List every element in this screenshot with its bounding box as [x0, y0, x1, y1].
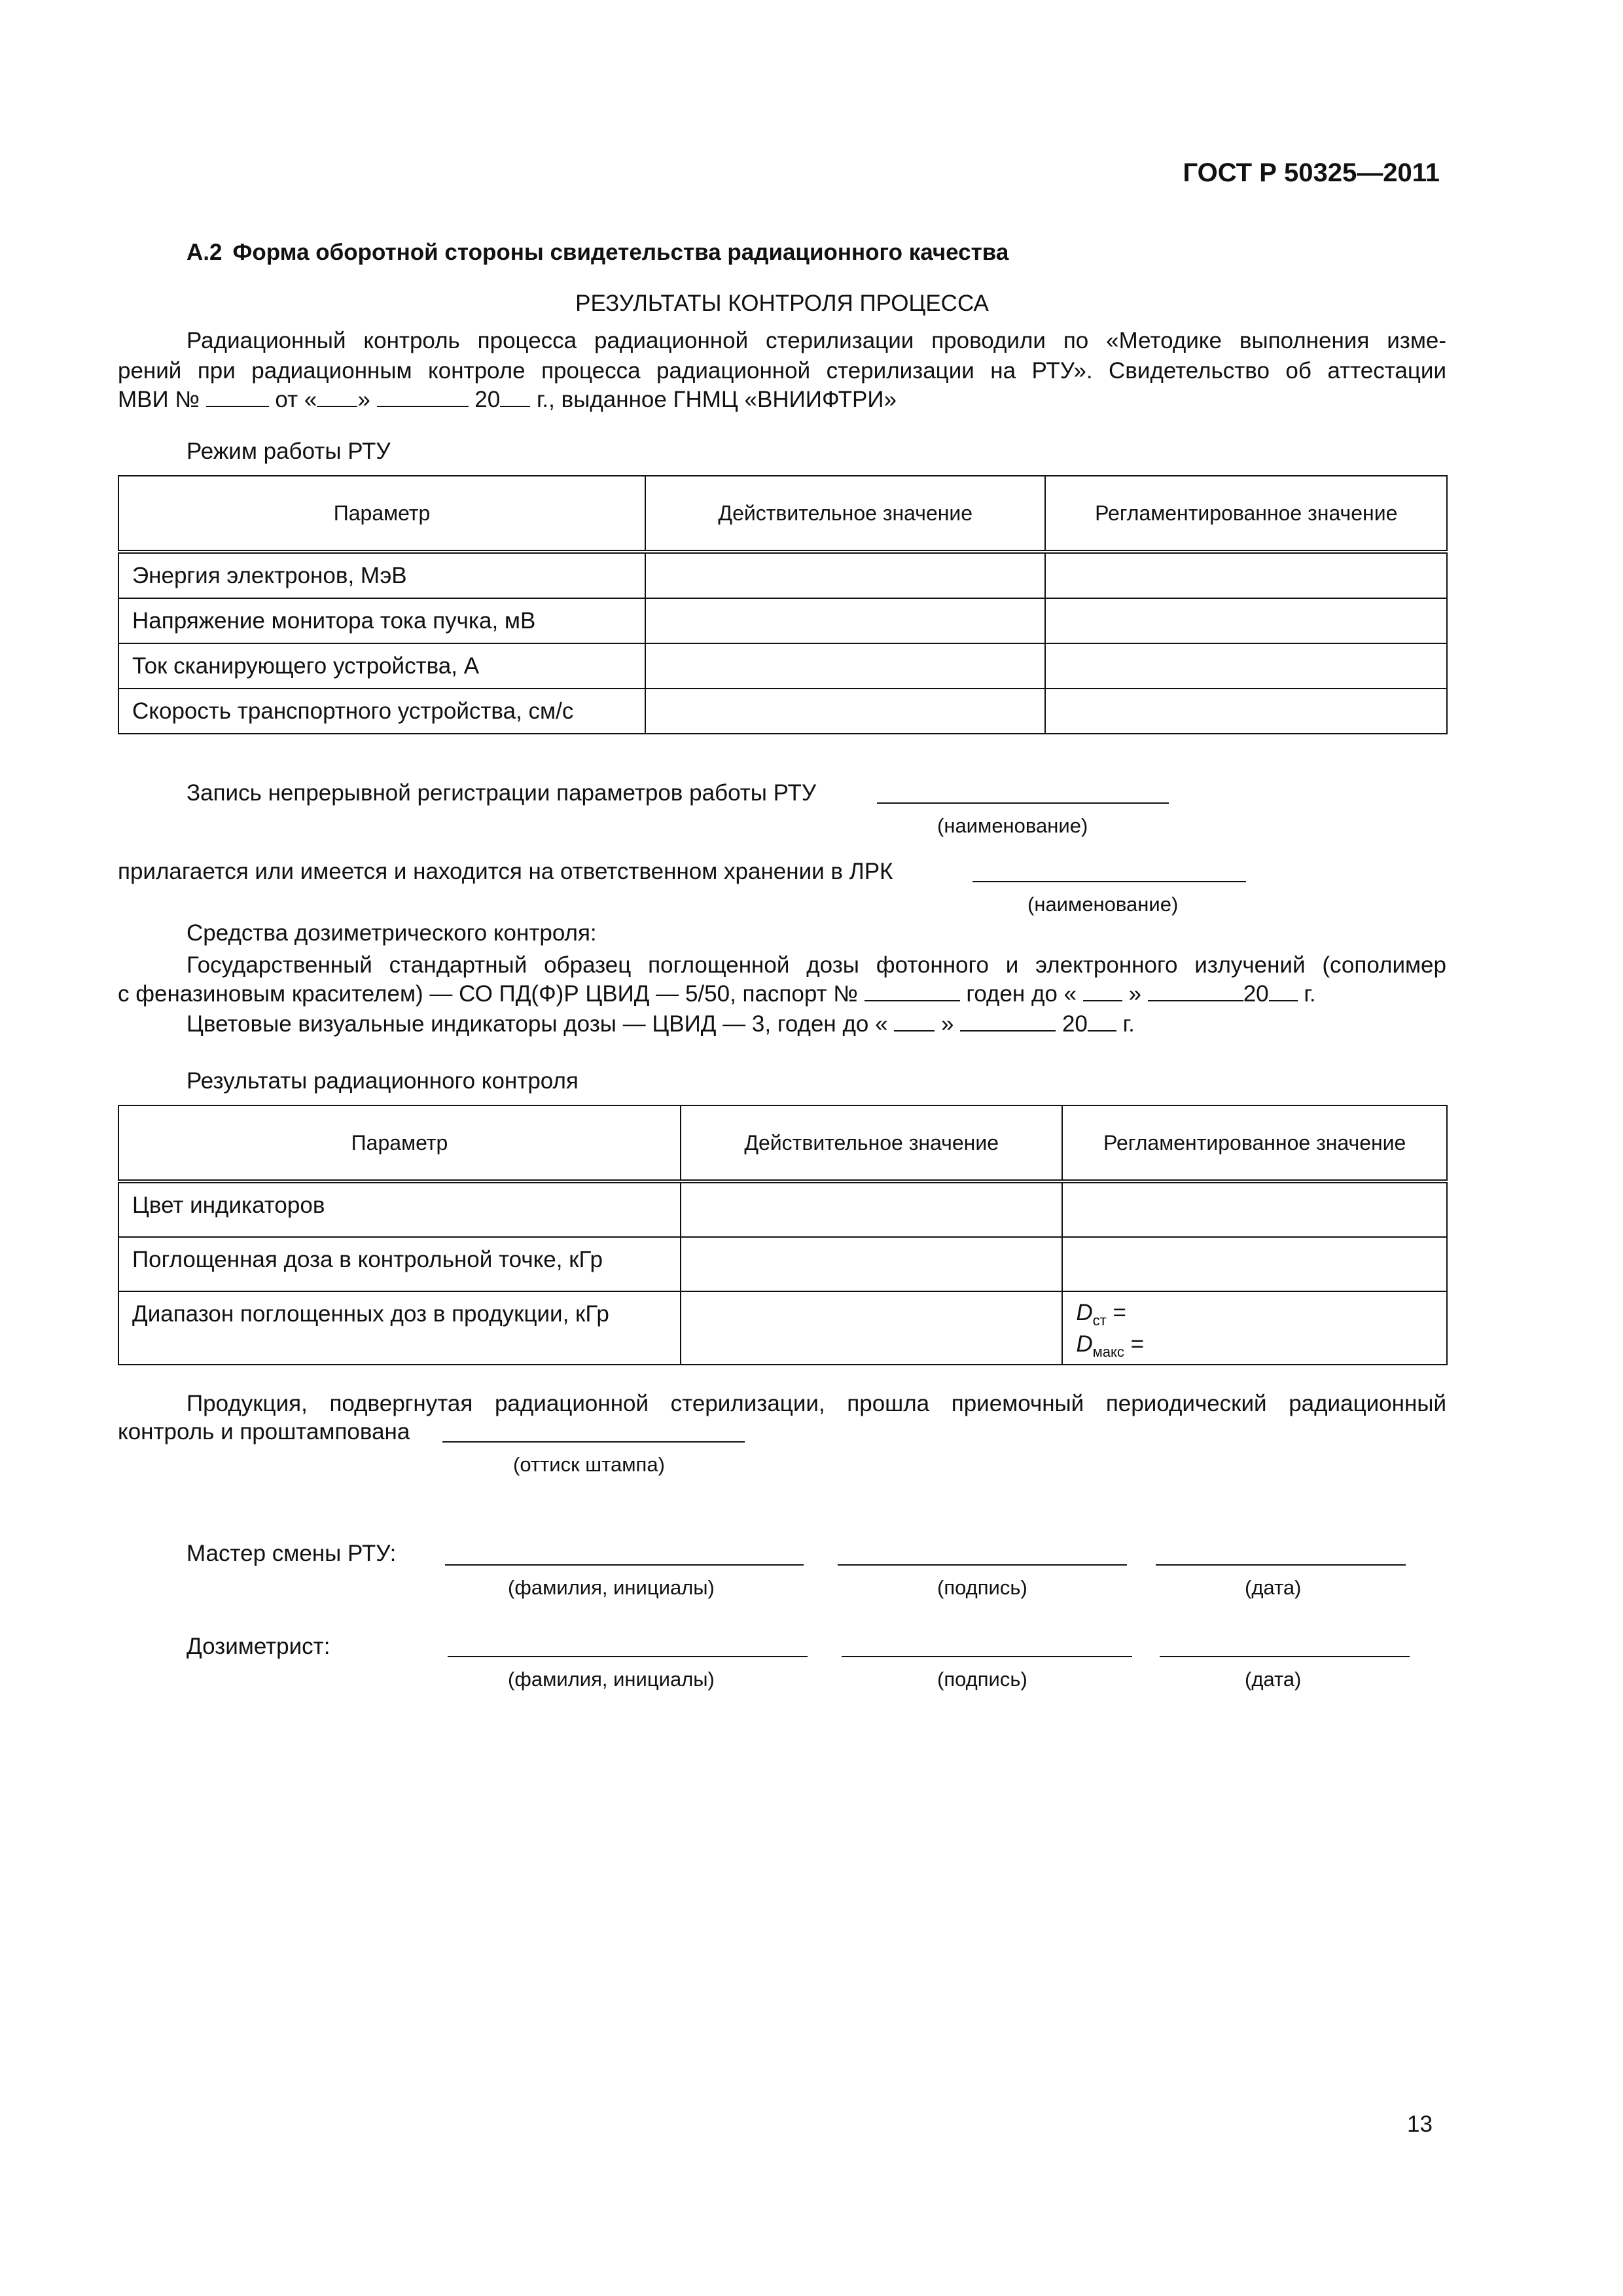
quote-close: »	[941, 1011, 954, 1037]
regulated-value-cell[interactable]	[1045, 643, 1447, 689]
regulated-value-cell[interactable]	[1045, 598, 1447, 643]
regulated-value-cell[interactable]	[1045, 689, 1447, 734]
mvi-quote: »	[357, 387, 370, 412]
intro-line-1: Радиационный контроль процесса радиационной стерилизации проводили по «Методике выполнения изме-	[187, 328, 1446, 353]
dosimetrist-label: Дозиметрист:	[187, 1634, 330, 1659]
dosimetrist-signature-field[interactable]	[842, 1656, 1132, 1657]
mvi-day-blank[interactable]	[317, 386, 357, 407]
param-cell: Поглощенная доза в контрольной точке, кГр	[118, 1237, 681, 1291]
signature-caption: (подпись)	[937, 1576, 1027, 1599]
record-line: Запись непрерывной регистрации параметров работы РТУ	[187, 780, 817, 806]
mvi-from-label: от «	[275, 387, 317, 412]
radiation-control-results-table	[118, 1105, 1448, 1365]
form-heading: РЕЗУЛЬТАТЫ КОНТРОЛЯ ПРОЦЕССА	[575, 291, 989, 316]
intro-line-3	[118, 386, 897, 413]
param-cell: Цвет индикаторов	[118, 1181, 681, 1237]
conclusion-line-2: контроль и проштампована	[118, 1419, 410, 1444]
year-prefix: 20	[1061, 1011, 1088, 1037]
table-row	[118, 1237, 1447, 1291]
regulated-value-cell[interactable]	[1062, 1237, 1447, 1291]
table-row	[118, 1181, 1447, 1237]
name-caption: (фамилия, инициалы)	[508, 1576, 715, 1599]
storage-name-blank[interactable]	[972, 881, 1246, 882]
d-st-line: $D_{ст}$ =	[1076, 1300, 1126, 1329]
dosimetry-line-2	[118, 980, 1316, 1007]
indicator-day-blank[interactable]	[894, 1011, 935, 1031]
signature-caption: (подпись)	[937, 1668, 1027, 1691]
dosimetry-line-1: Государственный стандартный образец поглощенной дозы фотонного и электронного излучений (сополимер	[187, 952, 1446, 978]
section-number: А.2	[187, 240, 223, 265]
dosimetry-title: Средства дозиметрического контроля:	[187, 920, 597, 946]
param-cell: Энергия электронов, МэВ	[118, 552, 645, 598]
intro-line-2: рений при радиационным контроле процесса радиационной стерилизации на РТУ». Свидетельство об аттестации	[118, 358, 1446, 384]
param-cell: Напряжение монитора тока пучка, мВ	[118, 598, 645, 643]
regulated-value-cell[interactable]	[1045, 552, 1447, 598]
param-cell: Диапазон поглощенных доз в продукции, кГр	[118, 1291, 681, 1365]
record-caption: (наименование)	[937, 814, 1088, 837]
storage-caption: (наименование)	[1027, 893, 1179, 916]
indicator-year-blank[interactable]	[1088, 1011, 1116, 1031]
master-date-field[interactable]	[1156, 1564, 1406, 1566]
table1-caption: Режим работы РТУ	[187, 439, 391, 464]
table-row	[118, 1291, 1447, 1365]
page-number: 13	[1407, 2111, 1433, 2137]
mvi-year-prefix: 20	[474, 387, 501, 412]
param-cell: Скорость транспортного устройства, см/с	[118, 689, 645, 734]
standard-sample-label: с феназиновым красителем) — СО ПД(Ф)Р ЦВИД — 5/50, паспорт №	[118, 981, 858, 1007]
storage-line: прилагается или имеется и находится на ответственном хранении в ЛРК	[118, 859, 893, 884]
table-header-row	[118, 476, 1447, 552]
year-suffix: г.	[1304, 981, 1316, 1007]
rtu-mode-table	[118, 475, 1448, 734]
table-header-row	[118, 1105, 1447, 1181]
conclusion-line-1: Продукция, подвергнутая радиационной стерилизации, прошла приемочный периодический радиационный	[187, 1391, 1446, 1416]
dosimetry-line-3	[187, 1011, 1135, 1037]
actual-value-cell[interactable]	[645, 552, 1045, 598]
date-caption: (дата)	[1245, 1576, 1302, 1599]
indicator-month-blank[interactable]	[960, 1011, 1056, 1031]
stamp-caption: (оттиск штампа)	[513, 1453, 665, 1476]
record-name-blank[interactable]	[877, 802, 1169, 804]
table2-caption: Результаты радиационного контроля	[187, 1068, 579, 1094]
table-row	[118, 643, 1447, 689]
section-title: Форма оборотной стороны свидетельства радиационного качества	[232, 240, 1009, 265]
table-row	[118, 689, 1447, 734]
year-suffix: г.	[1122, 1011, 1135, 1037]
param-cell: Ток сканирующего устройства, А	[118, 643, 645, 689]
valid-year-blank[interactable]	[1269, 980, 1298, 1001]
header-parameter: Параметр	[118, 1105, 681, 1181]
year-prefix: 20	[1243, 981, 1269, 1007]
standard-number: ГОСТ Р 50325—2011	[1183, 158, 1440, 187]
mvi-number-blank[interactable]	[206, 386, 269, 407]
stamp-blank[interactable]	[442, 1441, 745, 1443]
section-heading	[187, 240, 1008, 266]
name-caption: (фамилия, инициалы)	[508, 1668, 715, 1691]
actual-value-cell[interactable]	[645, 598, 1045, 643]
table-row	[118, 598, 1447, 643]
indicator-label: Цветовые визуальные индикаторы дозы — ЦВИД — 3, годен до «	[187, 1011, 888, 1037]
valid-day-blank[interactable]	[1083, 980, 1122, 1001]
actual-value-cell[interactable]	[681, 1237, 1062, 1291]
master-label: Мастер смены РТУ:	[187, 1541, 397, 1566]
actual-value-cell[interactable]	[681, 1291, 1062, 1365]
dose-range-cell[interactable]	[1062, 1291, 1447, 1365]
mvi-issuer: г., выданное ГНМЦ «ВНИИФТРИ»	[536, 387, 897, 412]
header-regulated-value: Регламентированное значение	[1045, 476, 1447, 552]
actual-value-cell[interactable]	[645, 689, 1045, 734]
mvi-label: МВИ №	[118, 387, 200, 412]
quote-close: »	[1128, 981, 1141, 1007]
master-signature-field[interactable]	[838, 1564, 1127, 1566]
mvi-month-blank[interactable]	[377, 386, 469, 407]
date-caption: (дата)	[1245, 1668, 1302, 1691]
passport-number-blank[interactable]	[865, 980, 960, 1001]
table-row	[118, 552, 1447, 598]
d-max-line: $D_{макс}$ =	[1076, 1331, 1145, 1360]
regulated-value-cell[interactable]	[1062, 1181, 1447, 1237]
dosimetrist-date-field[interactable]	[1160, 1656, 1410, 1657]
valid-month-blank[interactable]	[1148, 980, 1243, 1001]
header-regulated-value: Регламентированное значение	[1062, 1105, 1447, 1181]
actual-value-cell[interactable]	[645, 643, 1045, 689]
dosimetrist-name-field[interactable]	[448, 1656, 808, 1657]
header-parameter: Параметр	[118, 476, 645, 552]
header-actual-value: Действительное значение	[681, 1105, 1062, 1181]
mvi-year-blank[interactable]	[500, 386, 530, 407]
valid-until-label: годен до «	[966, 981, 1077, 1007]
header-actual-value: Действительное значение	[645, 476, 1045, 552]
master-name-field[interactable]	[445, 1564, 804, 1566]
actual-value-cell[interactable]	[681, 1181, 1062, 1237]
